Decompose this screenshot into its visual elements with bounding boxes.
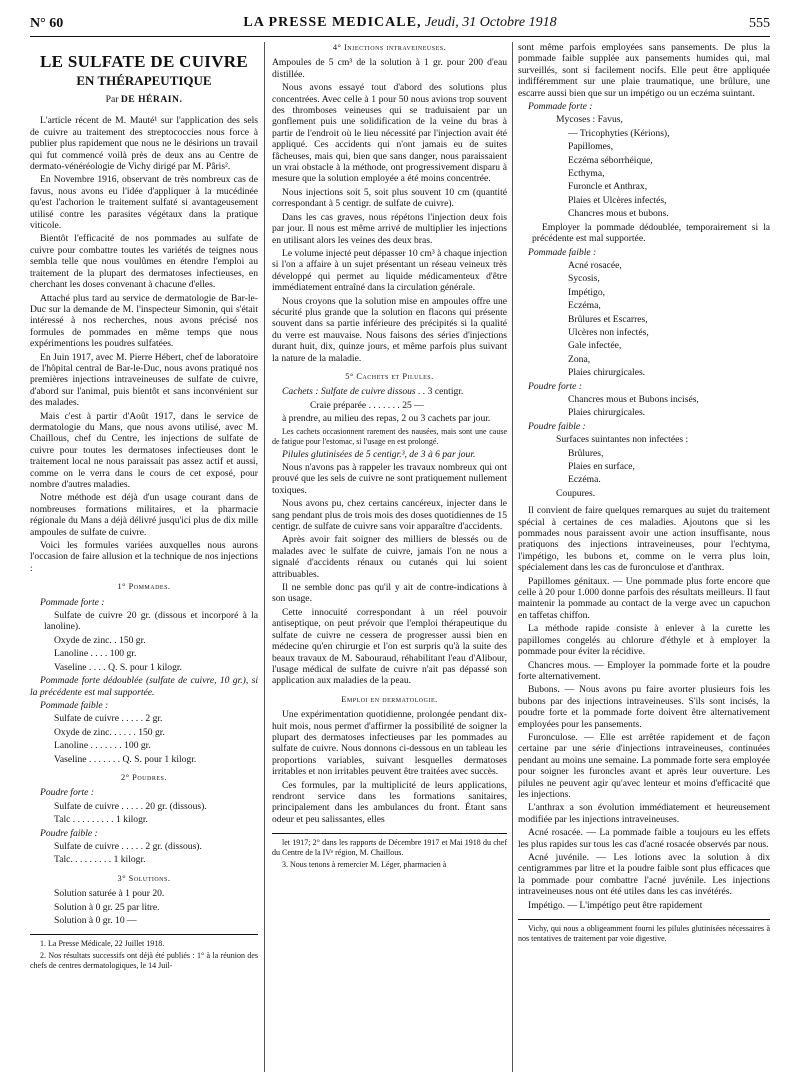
footnote: 2. Nos résultats successifs ont déjà été publiés : 1° à la réunion des chefs de centres dermatologiques, le 14 Juil- <box>30 951 258 971</box>
table-item: Plaies chirurgicales. <box>568 367 646 379</box>
paragraph: Cette innocuité correspondant à un réel pouvoir antiseptique, on peut prévoir que l'emploi thérapeutique du sulfate de cuivre ne cessera de progresser aussi bien en médecine qu'en chirurgie et l'on est surpris qu'à la suite des beaux travaux de M. Sabouraud, réhabilitant l'eau d'Alibour, l'usage médical de sulfate de cuivre n'ait pas dépassé son application aux maladies de la peau. <box>272 606 507 687</box>
paragraph: Chancres mous. — Employer la pommade forte et la poudre forte alternativement. <box>518 659 770 682</box>
paragraph: Bubons. — Nous avons pu faire avorter plusieurs fois les bubons par des injections intraveineuses. S'ils sont incisés, la poudre forte et la pommade forte doivent être alternativement employées pour les pansements. <box>518 684 770 730</box>
paragraph: Nous injections soit 5, soit plus souvent 10 cm (quantité correspondant à 5 centigr. de sulfate de cuivre). <box>272 186 507 210</box>
section-heading: 5° Cachets et Pilules. <box>345 371 434 381</box>
solution-line: Solution saturée à 1 pour 20. <box>54 888 165 900</box>
footnote: Vichy, qui nous a obligeamment fourni les pilules glutinisées nécessaires à nos tentatives de traitement par voie digestive. <box>518 924 770 944</box>
table-item: Brûlures et Escarres, <box>568 313 648 325</box>
formula-line: Cachets : Sulfate de cuivre dissous . . 3 centigr. <box>282 386 464 398</box>
paragraph: L'anthrax a son évolution immédiatement et heureusement modifiée par les injections intraveineuses. <box>518 802 770 825</box>
paragraph: En Novembre 1916, observant de très nombreux cas de favus, nous avons eu l'idée d'appliquer à la mucédinée qu'est l'achorion le traitement sulfaté si avantageusement utilisé contre les parasites végétaux dans la pratique viticole. <box>30 174 258 232</box>
article-subtitle: EN THÉRAPEUTIQUE <box>76 73 212 88</box>
table-item: Impétigo, <box>568 286 606 298</box>
table-item: Eczéma. <box>568 474 601 486</box>
paragraph: L'article récent de M. Mauté¹ sur l'application des sels de cuivre au traitement des streptococcies nous force à publier plus rapidement que nous ne le désirions un travail qui fut commencé voilà près de deux ans au Centre de dermato-vénéréologie de Vichy dirigé par M. Pâris². <box>30 115 258 173</box>
paragraph: Nous avons pu, chez certains cancéreux, injecter dans le sang pendant plus de trois mois des doses quotidiennes de 15 centigr. de sulfate de cuivre sans voir apparaître d'accidents. <box>272 498 507 533</box>
table-item: Sycosis, <box>568 273 600 285</box>
formula-line: Talc . . . . . . . . . 1 kilogr. <box>54 814 148 826</box>
paragraph: Nous n'avons pas à rappeler les travaux nombreux qui ont prouvé que les sels de cuivre ne sont pratiquement nullement toxiques. <box>272 462 507 496</box>
article-title: LE SULFATE DE CUIVRE <box>40 52 248 71</box>
formula-line: Oxyde de zinc. . . . . . 150 gr. <box>54 726 165 738</box>
formula-line: Pilules glutinisées de 5 centigr.³, de 3 à 6 par jour. <box>282 448 476 460</box>
section-heading: 1° Pommades. <box>117 582 171 592</box>
table-label: Pommade forte : <box>528 101 593 113</box>
table-item: Acné rosacée, <box>568 259 622 271</box>
paragraph: Attaché plus tard au service de dermatologie de Bar-le-Duc sur la demande de M. l'inspecteur Simonin, qui s'était intéressé à nos recherches, nous avons précisé nos formules de pommades en même temps que nous expérimentions les poudres sulfatées. <box>30 292 258 350</box>
formula-line: Sulfate de cuivre 20 gr. (dissous et incorporé à la lanoline). <box>44 610 258 633</box>
table-item: Zona, <box>568 353 591 365</box>
table-item: Brûlures, <box>568 447 604 459</box>
paragraph: Mais c'est à partir d'Août 1917, dans le service de dermatologie du Mans, que nous avons utilisé, avec M. Chaillous, chef du Centre, les injections de sulfate de cuivre pour toutes les dermatoses infectieuses dont le traitement local ne nous paraissait pas assez actif et aussi, comme on le verra dans le cours de cet exposé, pour nombre d'autres maladies. <box>30 410 258 490</box>
table-item: Surfaces suintantes non infectées : <box>556 434 689 446</box>
table-item: Ecthyma, <box>568 168 605 180</box>
paragraph: Voici les formules variées auxquelles nous aurons l'occasion de faire allusion et la technique de nos injections : <box>30 540 258 574</box>
byline-author: DE HÉRAIN. <box>120 94 183 105</box>
paragraph: Acné juvénile. — Les lotions avec la solution à dix centigrammes par litre et la poudre faible sont plus efficaces que la pommade pour combattre l'acné juvénile. Les injections intraveineuses nous ont été utiles dans les cas invétérés. <box>518 852 770 898</box>
section-heading: 4° Injections intraveineuses. <box>332 43 447 52</box>
column-1 <box>30 42 258 1022</box>
solution-line: Solution à 0 gr. 25 par litre. <box>54 901 160 913</box>
formula-label: Poudre forte : <box>40 787 94 799</box>
footnote: 1. La Presse Médicale, 22 Juillet 1918. <box>40 939 165 949</box>
paragraph: Furonculose. — Elle est arrêtée rapidement et de façon certaine par une série d'injections intraveineuses, continuées pendant au moins une semaine. La pommade forte sera employée pour soigner les furoncles avant et après leur ouverture. Les pilules ne peuvent agir qu'avec lenteur et moins d'efficacité que les injections. <box>518 731 770 800</box>
table-label: Poudre forte : <box>528 380 582 392</box>
paragraph: sont même parfois employées sans pansements. De plus la pommade faible supplée aux pansements humides qui, mal surveillés, sont si facilement nocifs. Elle peut être appliquée indifféremment sur une plaie traumatique, une brûlure, une escarre aussi bien que sur un impétigo ou un eczéma suintant. <box>518 42 770 99</box>
footnote: 3. Nous tenons à remercier M. Léger, pharmacien à <box>282 860 447 870</box>
column-divider-1 <box>264 42 265 1072</box>
table-item: Furoncle et Anthrax, <box>568 181 648 193</box>
formula-line: Vaseline . . . . Q. S. pour 1 kilogr. <box>54 661 182 673</box>
page-number: 555 <box>749 16 770 31</box>
table-item: Plaies et Ulcères infectés, <box>568 194 667 206</box>
solution-line: Solution à 0 gr. 10 — <box>54 915 137 926</box>
paragraph: Une expérimentation quotidienne, prolongée pendant dix-huit mois, nous permet d'affirmer la possibilité de soigner la plupart des dermatoses infectieuses par les pommades au sulfate de cuivre. Nous donnons ci-dessous en un tableau les proportions variables, suivant lesquelles dermatoses irritables et non irritables peuvent être traitées avec succès. <box>272 709 507 778</box>
paragraph: Impétigo. — L'impétigo peut être rapidement <box>528 899 703 911</box>
formula-label: Pommade faible : <box>40 699 109 711</box>
formula-note: Pommade forte dédoublée (sulfate de cuivre, 10 gr.), si la précédente est mal supportée. <box>30 675 258 698</box>
table-item: Plaies chirurgicales. <box>568 407 646 419</box>
formula-line: Sulfate de cuivre . . . . . 20 gr. (dissous). <box>54 800 207 812</box>
footnote: let 1917; 2° dans les rapports de Décembre 1917 et Mai 1918 du chef du Centre de la IVᵉ région, M. Chaillous. <box>272 838 507 858</box>
journal-masthead <box>30 15 770 31</box>
header-rule <box>30 36 770 37</box>
table-label: Poudre faible : <box>528 420 586 432</box>
formula-line: Sulfate de cuivre . . . . . 2 gr. <box>54 713 163 725</box>
formula-line: Lanoline . . . . 100 gr. <box>54 648 137 660</box>
paragraph: Le volume injecté peut dépasser 10 cm³ à chaque injection si l'on a affaire à un sujet présentant un réseau veineux très développé qui permet au liquide médicamenteux d'être immédiatement entraîné dans la circulation générale. <box>272 247 507 294</box>
journal-name: LA PRESSE MEDICALE, <box>243 15 422 30</box>
table-item: Coupures. <box>556 487 596 499</box>
section-heading: 2° Poudres. <box>121 772 167 782</box>
paragraph: Ampoules de 5 cm³ de la solution à 1 gr. pour 200 d'eau distillée. <box>272 57 507 80</box>
table-item: Ulcères non infectés, <box>568 326 649 338</box>
table-item: Eczéma séborrhéique, <box>568 154 653 166</box>
formula-line: Craie préparée . . . . . . . 25 — <box>310 399 424 411</box>
footnote-rule <box>30 934 258 935</box>
footnote-rule <box>518 919 770 920</box>
table-item: Plaies en surface, <box>568 461 635 472</box>
paragraph: La méthode rapide consiste à enlever à la curette les papillomes congelés au chlorure d'éthyle et à employer la pommade pour éviter la récidive. <box>518 623 770 658</box>
table-item: — Tricophyties (Kérions), <box>568 127 670 139</box>
paragraph: Après avoir fait soigner des milliers de blessés ou de malades avec le sulfate de cuivre, jamais l'on ne nous a signalé d'accidents rénaux ou cutanés qui lui soient attribuables. <box>272 534 507 580</box>
column-divider-2 <box>512 42 513 1072</box>
paragraph: Bientôt l'efficacité de nos pommades au sulfate de cuivre pour combattre toutes les variétés de teignes nous sembla telle que nous voulûmes en étendre l'emploi au traitement de la plupart des dermatoses infectieuses, en cherchant les doses convenant à chacune d'elles. <box>30 233 258 291</box>
table-item: Chancres mous et Bubons incisés, <box>568 393 699 405</box>
column-3 <box>518 42 770 1022</box>
paragraph: En Juin 1917, avec M. Pierre Hébert, chef de laboratoire de l'hôpital central de Bar-le-Duc, nous avons pratiqué nos premières injections intraveineuses de sulfate de cuivre, d'abord sur l'animal, puis bientôt et sans inconvénient sur des malades. <box>30 351 258 409</box>
formula-note: Les cachets occasionnent rarement des nausées, mais sont une cause de fatigue pour l'estomac, si l'usage en est prolongé. <box>272 426 507 446</box>
formula-line: Oxyde de zinc. . 150 gr. <box>54 634 146 646</box>
formula-line: Lanoline . . . . . . . 100 gr. <box>54 740 151 752</box>
table-item: Chancres mous et bubons. <box>568 208 669 220</box>
paragraph: Il ne semble donc pas qu'il y ait de contre-indications à son usage. <box>272 582 507 605</box>
byline-prefix: Par <box>105 94 119 105</box>
table-item: Gale infectée, <box>568 340 622 352</box>
column-2 <box>272 42 507 1022</box>
table-label: Pommade faible : <box>528 246 597 258</box>
byline <box>30 94 258 105</box>
issue-date: Jeudi, 31 Octobre 1918 <box>424 15 557 30</box>
issue-number: N° 60 <box>30 16 64 31</box>
paragraph: Notre méthode est déjà d'un usage courant dans de nombreuses formations militaires, et la pharmacie régionale du Mans a déjà délivré jusqu'ici plus de dix mille ampoules de sulfate de cuivre. <box>30 492 258 538</box>
paragraph: Acné rosacée. — La pommade faible a toujours eu les effets les plus rapides sur tous les cas d'acné rosacée observés par nous. <box>518 827 770 850</box>
paragraph: Nous avons essayé tout d'abord des solutions plus concentrées. Avec celle à 1 pour 50 nous avions trop souvent des thromboses veineuses qui se traduisaient par un gonflement puis une solidification de la veine du bras à partir de l'endroit où le lieu nécessité par l'injection avait été appliqué. Ces accidents qui n'ont jamais eu de suites fâcheuses, mais qui, bien que sans danger, nous paraissaient un vrai obstacle à la méthode, ont progressivement disparu à mesure que la solution employée a été moins concentrée. <box>272 82 507 185</box>
table-item: Eczéma, <box>568 300 601 312</box>
table-note: Employer la pommade dédoublée, temporairement si la précédente est mal supportée. <box>532 221 770 245</box>
formula-line: Sulfate de cuivre . . . . . 2 gr. (dissous). <box>54 840 202 852</box>
formula-line: Vaseline . . . . . . . Q. S. pour 1 kilogr. <box>54 753 197 765</box>
paragraph: Dans les cas graves, nous répétons l'injection deux fois par jour. Il nous est même arrivé de multiplier les injections en utilisant alors les veines des deux bras. <box>272 211 507 246</box>
formula-label: Pommade forte : <box>40 596 105 608</box>
paragraph: Il convient de faire quelques remarques au sujet du traitement spécial à certaines de ces maladies. Ajoutons que si les pommades nous paraissent avoir une action insuffisante, nous pratiquons des injections intraveineuses, pour l'echtyma, l'impétigo, les bubons et, comme on le verra plus loin, spécialement dans les cas de furonculose et d'anthrax. <box>518 505 770 574</box>
formula-line: à prendre, au milieu des repas, 2 ou 3 cachets par jour. <box>282 413 491 425</box>
table-item: Mycoses : Favus, <box>556 114 623 126</box>
table-item: Papillomes, <box>568 141 614 153</box>
formula-label: Poudre faible : <box>40 827 98 839</box>
page-header <box>30 14 770 34</box>
section-heading: Emploi en dermatologie. <box>341 694 438 704</box>
footnote-rule <box>272 833 507 834</box>
paragraph: Papillomes génitaux. — Une pommade plus forte encore que celle à 20 pour 1.000 donne parfois des résultats meilleurs. Il faut maintenir la pommade au contact de la verge avec un capuchon en taffetas chiffon. <box>518 575 770 621</box>
paragraph: Nous croyons que la solution mise en ampoules offre une sécurité plus grande que la solution en flacons qui présente souvent dans sa partie inférieure des précipités si la qualité du verre est mauvaise. Nous faisons des séries d'injections durant huit, dix, quinze jours, et même parfois plus suivant la nature de la maladie. <box>272 295 507 364</box>
section-heading: 3° Solutions. <box>117 873 171 883</box>
formula-line: Talc. . . . . . . . . 1 kilogr. <box>54 854 146 866</box>
paragraph: Ces formules, par la multiplicité de leurs applications, rendront service dans les formations sanitaires, principalement dans les ambulances du front. Étant sans odeur et peu salissantes, elles <box>272 779 507 825</box>
